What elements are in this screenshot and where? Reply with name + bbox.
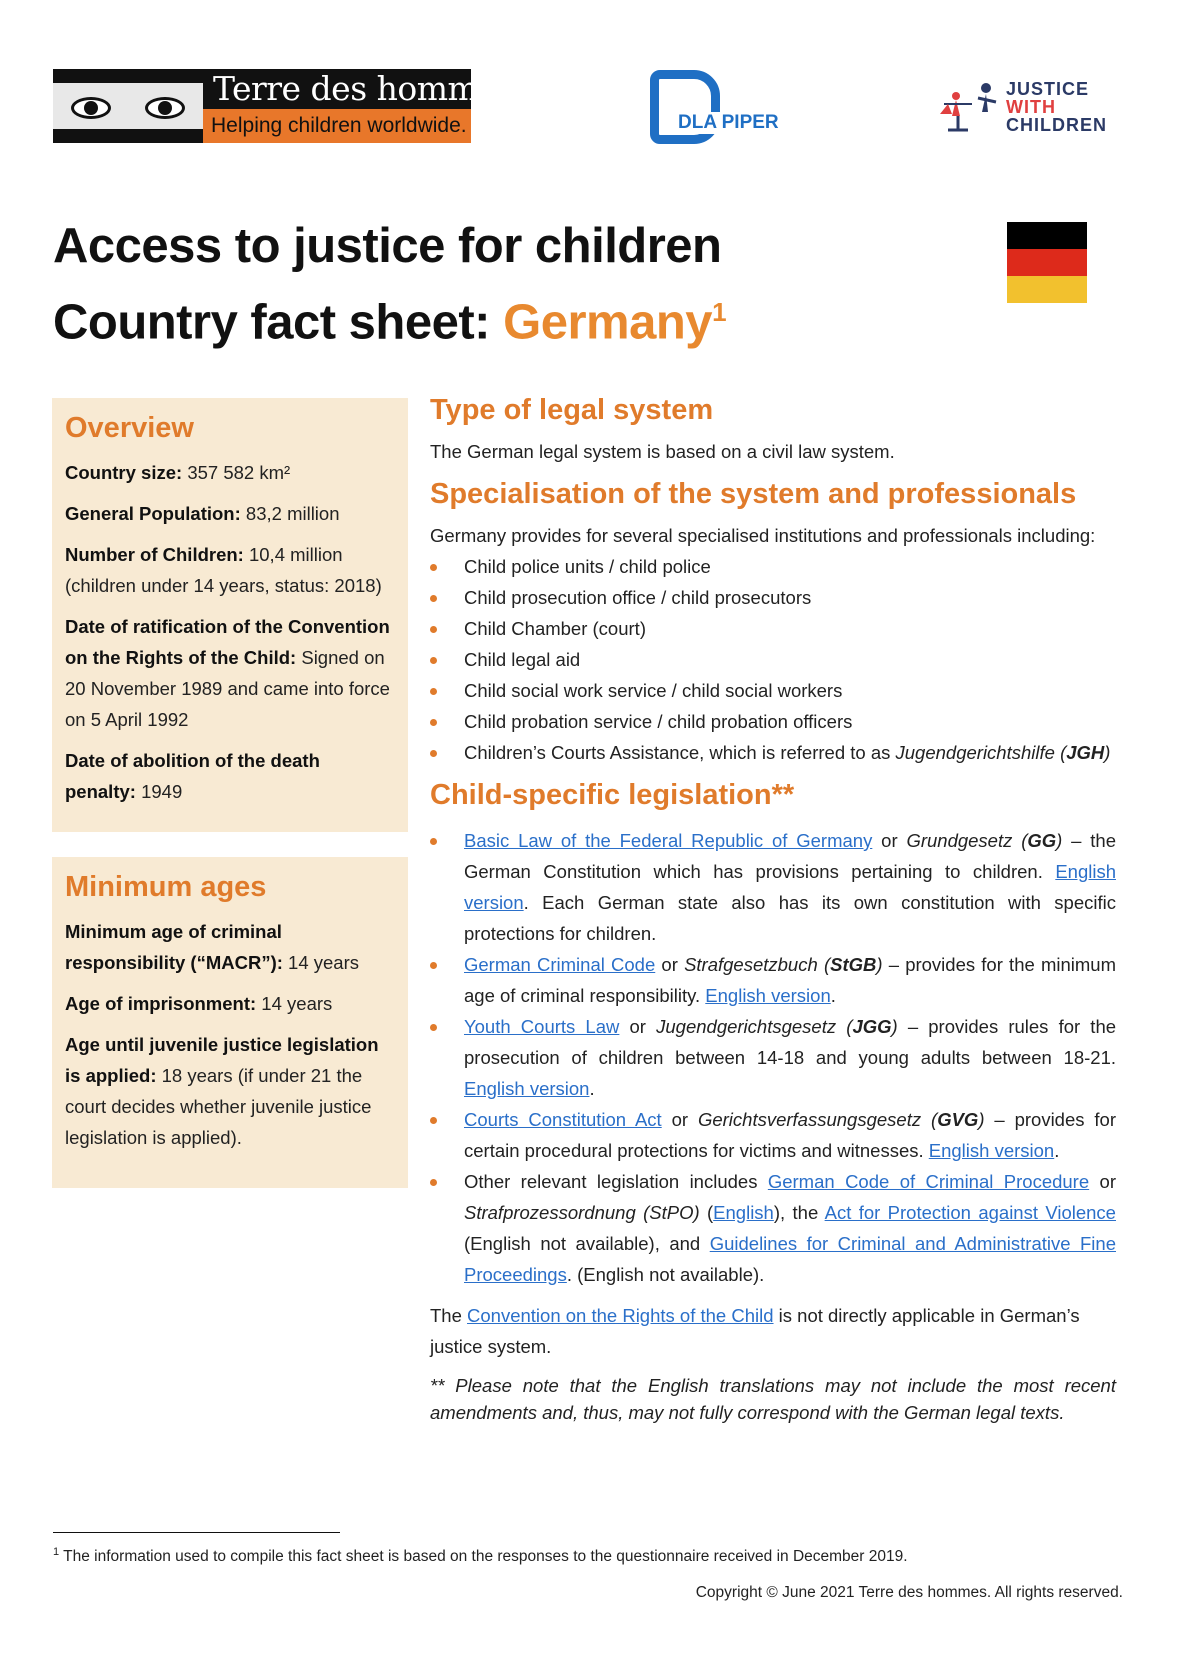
violence-protection-act-link[interactable]: Act for Protection against Violence	[824, 1202, 1116, 1223]
page-title	[53, 213, 726, 355]
footnote: $^1$ The information used to compile this fact sheet is based on the responses to the questionnaire received in December 2019.	[53, 1546, 908, 1566]
crc-ratification: Date of ratification of the Convention on the Rights of the Child: Signed on 20 November 1989 and came into force on 5 April 1992	[65, 616, 390, 730]
justice-with-children-logo	[938, 78, 1118, 138]
macr: Minimum age of criminal responsibility (“MACR”): 14 years	[65, 921, 359, 973]
child-eyes-image	[53, 69, 203, 143]
criminal-code-link[interactable]: German Criminal Code	[464, 954, 656, 975]
list-item: Youth Courts Law or Jugendgerichtsgesetz (JGG) – provides rules for the prosecution of children between 14-18 and young adults between 18-21. English version.	[430, 1011, 1116, 1104]
translation-note: ** Please note that the English translations may not include the most recent amendments and, thus, may not fully correspond with the German legal texts.	[430, 1375, 1116, 1423]
list-item: Other relevant legislation includes German Code of Criminal Procedure or Strafprozessordnung (StPO) (English), the Act for Protection against Violence (English not available), and Guidelines for Criminal and Administrative Fine Proceedings. (English not available).	[430, 1166, 1116, 1290]
legislation-heading: Child-specific legislation**	[430, 779, 795, 811]
list-item: Child prosecution office / child prosecutors	[430, 582, 1116, 613]
crc-statement: The Convention on the Rights of the Child is not directly applicable in German’s justice system.	[430, 1305, 1080, 1357]
copyright: Copyright © June 2021 Terre des hommes. All rights reserved.	[695, 1584, 1123, 1601]
specialisation-heading: Specialisation of the system and professionals	[430, 478, 1077, 510]
general-population: General Population: 83,2 million	[65, 503, 340, 524]
footnote-divider	[53, 1532, 340, 1533]
age-of-imprisonment: Age of imprisonment: 14 years	[65, 993, 333, 1014]
list-item: Child probation service / child probation officers	[430, 706, 1116, 737]
jwc-line2: WITH	[1006, 97, 1056, 117]
dla-piper-logo	[650, 70, 780, 146]
legal-system-heading: Type of legal system	[430, 394, 714, 426]
title-footnote-mark[interactable]: 1	[712, 297, 727, 327]
list-item: Child social work service / child social workers	[430, 675, 1116, 706]
list-item: German Criminal Code or Strafgesetzbuch (StGB) – provides for the minimum age of criminal responsibility. English version.	[430, 949, 1116, 1011]
overview-box	[52, 398, 408, 832]
terre-des-hommes-logo	[53, 69, 514, 143]
legislation-list	[430, 825, 1116, 1290]
youth-courts-english-link[interactable]: English version	[464, 1078, 590, 1099]
number-of-children: Number of Children: 10,4 million (children under 14 years, status: 2018)	[65, 544, 382, 596]
list-item: Child legal aid	[430, 644, 1116, 675]
country-name: Germany	[503, 295, 713, 350]
scales-figures-icon	[938, 82, 1000, 134]
criminal-procedure-link[interactable]: German Code of Criminal Procedure	[767, 1171, 1090, 1192]
title-line1: Access to justice for children	[53, 219, 722, 273]
main-content	[430, 395, 1116, 1426]
list-item: Child Chamber (court)	[430, 613, 1116, 644]
crc-link[interactable]: Convention on the Rights of the Child	[467, 1305, 774, 1326]
criminal-procedure-english-link[interactable]: English	[713, 1202, 774, 1223]
tdh-logo-name: Terre des hommes	[203, 69, 471, 109]
basic-law-english-link[interactable]: English version	[464, 861, 1116, 913]
fine-proceedings-guidelines-link[interactable]: Guidelines for Criminal and Administrative Fine Proceedings	[464, 1233, 1116, 1285]
minimum-ages-heading: Minimum ages	[65, 871, 267, 903]
germany-flag-icon	[1007, 222, 1087, 302]
minimum-ages-box	[52, 857, 408, 1188]
courts-constitution-act-link[interactable]: Courts Constitution Act	[464, 1109, 662, 1130]
jwc-line3: CHILDREN	[1006, 115, 1107, 135]
tdh-logo-tagline: Helping children worldwide.	[203, 109, 471, 143]
specialisation-list	[430, 551, 1116, 768]
list-item: Children’s Courts Assistance, which is referred to as Jugendgerichtshilfe (JGH)	[430, 737, 1116, 768]
country-size: Country size: 357 582 km²	[65, 462, 291, 483]
youth-courts-law-link[interactable]: Youth Courts Law	[464, 1016, 620, 1037]
title-line2: Country fact sheet: Germany$^1$	[53, 295, 727, 350]
legal-system-text: The German legal system is based on a civil law system.	[430, 441, 895, 462]
death-penalty-abolition: Date of abolition of the death penalty: 1949	[65, 750, 320, 802]
criminal-code-english-link[interactable]: English version	[705, 985, 831, 1006]
overview-heading: Overview	[65, 412, 194, 444]
list-item: Basic Law of the Federal Republic of Germany or Grundgesetz (GG) – the German Constitution which has provisions pertaining to children. English version. Each German state also has its own constitution with specific protections for children.	[430, 825, 1116, 949]
specialisation-intro: Germany provides for several specialised institutions and professionals including:	[430, 525, 1096, 546]
list-item: Child police units / child police	[430, 551, 1116, 582]
jwc-line1: JUSTICE	[1006, 79, 1090, 99]
list-item: Courts Constitution Act or Gerichtsverfassungsgesetz (GVG) – provides for certain procedural protections for victims and witnesses. English version.	[430, 1104, 1116, 1166]
basic-law-link[interactable]: Basic Law of the Federal Republic of Germany	[464, 830, 873, 851]
juvenile-justice-age: Age until juvenile justice legislation is applied: 18 years (if under 21 the court decides whether juvenile justice legislation is applied).	[65, 1034, 379, 1148]
dla-logo-text: DLA PIPER	[674, 112, 783, 134]
courts-constitution-english-link[interactable]: English version	[928, 1140, 1055, 1161]
